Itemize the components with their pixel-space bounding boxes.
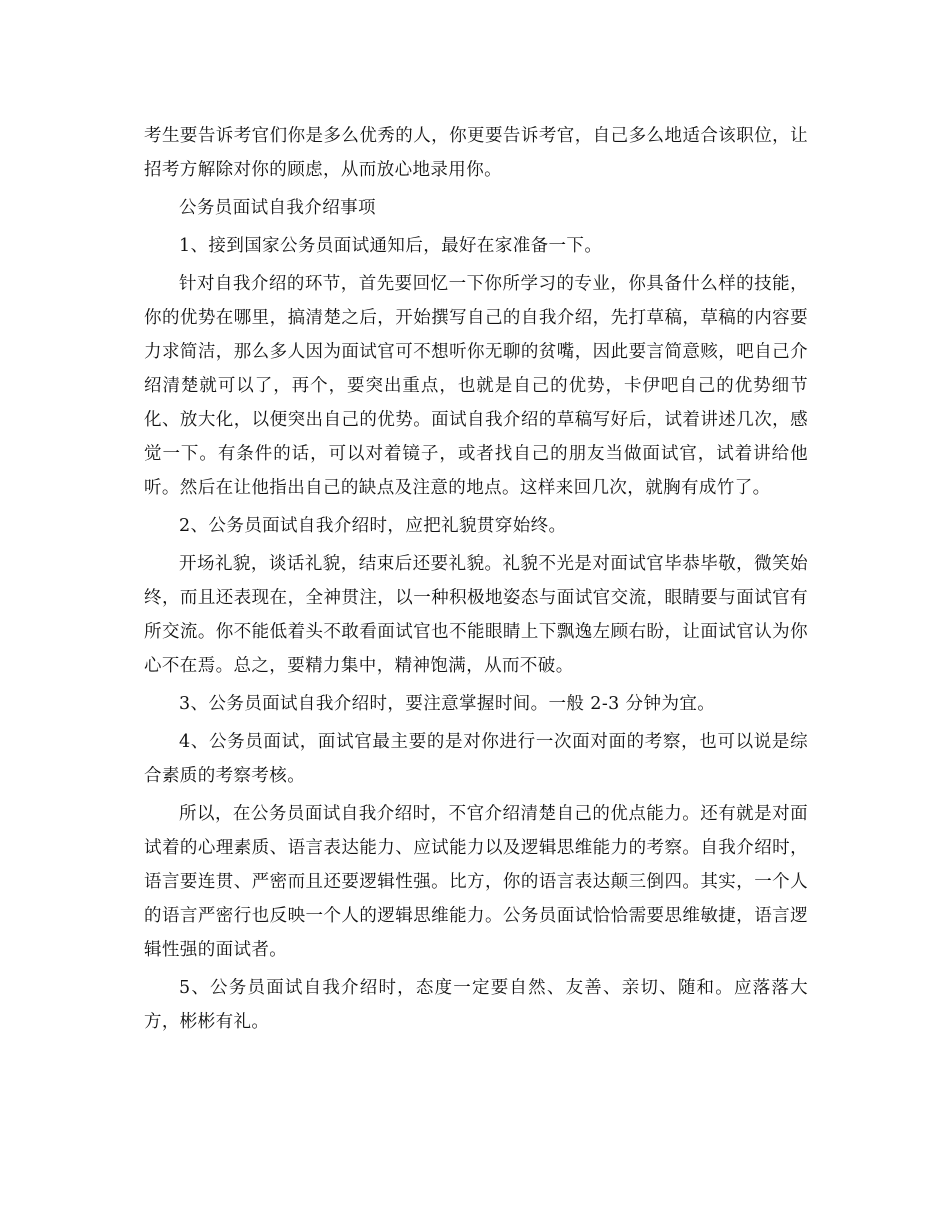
paragraph-continuation: 考生要告诉考官们你是多么优秀的人，你更要告诉考官，自己多么地适合该职位，让招考方解除对你的顾虑，从而放心地录用你。 [144,126,808,180]
section-heading: 公务员面试自我介绍事项 [179,198,376,218]
list-item-4: 4、公务员面试，面试官最主要的是对你进行一次面对面的考察，也可以说是综合素质的考察考核。 [144,732,808,786]
paragraph-preparation: 针对自我介绍的环节，首先要回忆一下你所学习的专业，你具备什么样的技能，你的优势在哪里，搞清楚之后，开始撰写自己的自我介绍，先打草稿，草稿的内容要力求简洁，那么多人因为面试官可不想听你无聊的贫嘴，因此要言简意赅，吧自己介绍清楚就可以了，再个，要突出重点，也就是自己的优势，卡伊吧自己的优势细节化、放大化，以便突出自己的优势。面试自我介绍的草稿写好后，试着讲述几次，感觉一下。有条件的话，可以对着镜子，或者找自己的朋友当做面试官，试着讲给他听。然后在让他指出自己的缺点及注意的地点。这样来回几次，就胸有成竹了。 [144,274,808,498]
list-item-5: 5、公务员面试自我介绍时，态度一定要自然、友善、亲切、随和。应落落大方，彬彬有礼。 [144,978,808,1032]
document-body [144,119,808,1043]
list-item-1: 1、接到国家公务员面试通知后，最好在家准备一下。 [179,236,603,256]
paragraph-abilities: 所以，在公务员面试自我介绍时，不官介绍清楚自己的优点能力。还有就是对面试着的心理素质、语言表达能力、应试能力以及逻辑思维能力的考察。自我介绍时，语言要连贯、严密而且还要逻辑性强。比方，你的语言表达颠三倒四。其实，一个人的语言严密行也反映一个人的逻辑思维能力。公务员面试恰恰需要思维敏捷，语言逻辑性强的面试者。 [144,804,808,960]
list-item-2: 2、公务员面试自我介绍时，应把礼貌贯穿始终。 [179,516,567,536]
list-item-3: 3、公务员面试自我介绍时，要注意掌握时间。一般 2-3 分钟为宜。 [179,694,716,714]
paragraph-politeness: 开场礼貌，谈话礼貌，结束后还要礼貌。礼貌不光是对面试官毕恭毕敬，微笑始终，而且还表现在，全神贯注，以一种积极地姿态与面试官交流，眼睛要与面试官有所交流。你不能低着头不敢看面试官也不能眼睛上下飘逸左顾右盼，让面试官认为你心不在焉。总之，要精力集中，精神饱满，从而不破。 [144,554,808,676]
